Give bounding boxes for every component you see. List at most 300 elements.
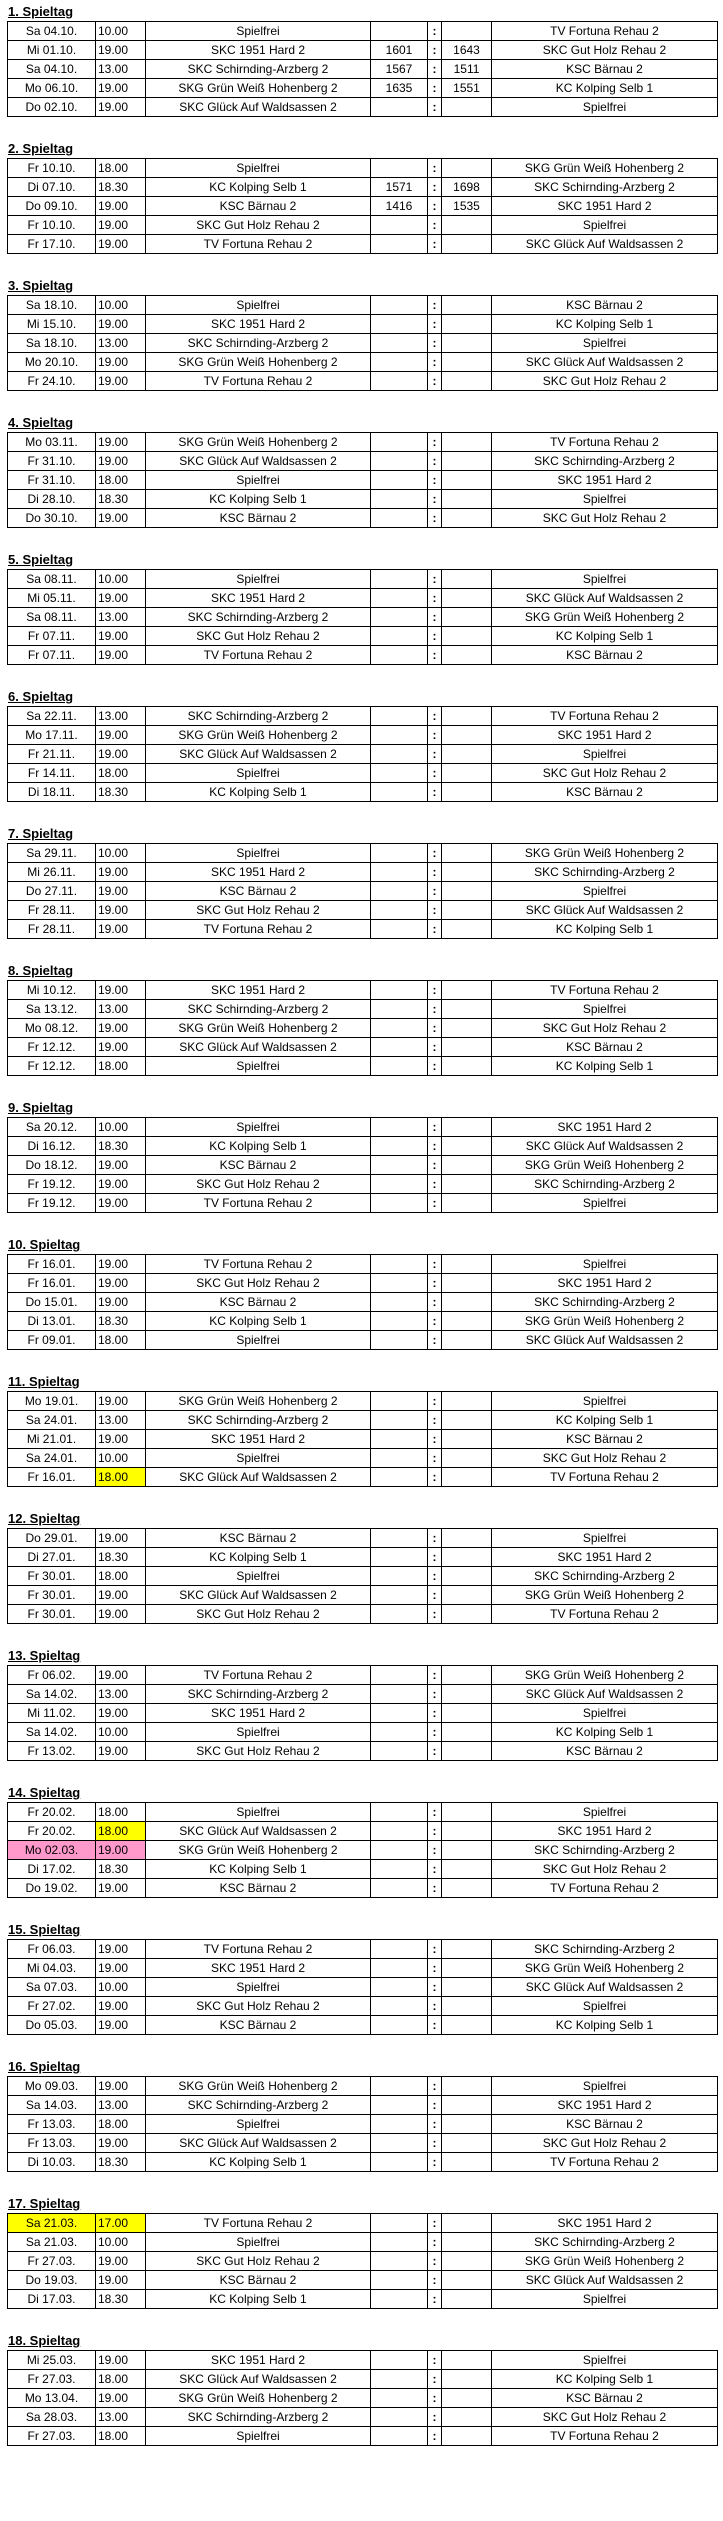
home-team: SKC Gut Holz Rehau 2 (146, 1742, 371, 1761)
game-time: 19.00 (96, 1841, 146, 1860)
score-separator: : (428, 2427, 442, 2446)
home-team: SKG Grün Weiß Hohenberg 2 (146, 2389, 371, 2408)
home-score (371, 452, 428, 471)
game-row (8, 2233, 718, 2252)
score-separator: : (428, 197, 442, 216)
game-date: Fr 10.10. (8, 216, 96, 235)
score-separator: : (428, 315, 442, 334)
home-team: Spielfrei (146, 1567, 371, 1586)
away-team: Spielfrei (492, 1704, 718, 1723)
game-row (8, 2096, 718, 2115)
home-score: 1635 (371, 79, 428, 98)
away-score (442, 1194, 492, 1213)
score-separator: : (428, 41, 442, 60)
round-table (7, 1528, 718, 1624)
home-team: KC Kolping Selb 1 (146, 783, 371, 802)
away-team: Spielfrei (492, 2351, 718, 2370)
game-date: Sa 08.11. (8, 570, 96, 589)
home-team: SKC Schirnding-Arzberg 2 (146, 334, 371, 353)
score-separator: : (428, 920, 442, 939)
away-team: KSC Bärnau 2 (492, 60, 718, 79)
score-separator: : (428, 353, 442, 372)
away-team: SKC Schirnding-Arzberg 2 (492, 863, 718, 882)
home-team: KC Kolping Selb 1 (146, 2153, 371, 2172)
home-team: Spielfrei (146, 2427, 371, 2446)
away-score (442, 216, 492, 235)
game-date: Fr 21.11. (8, 745, 96, 764)
home-score (371, 1137, 428, 1156)
away-score (442, 1704, 492, 1723)
game-date: Mi 21.01. (8, 1430, 96, 1449)
round-block (7, 1921, 717, 2035)
away-score (442, 353, 492, 372)
game-date: Mo 08.12. (8, 1019, 96, 1038)
away-score (442, 1430, 492, 1449)
home-score (371, 2153, 428, 2172)
home-team: SKC Glück Auf Waldsassen 2 (146, 98, 371, 117)
game-row (8, 216, 718, 235)
game-time: 19.00 (96, 353, 146, 372)
score-separator: : (428, 1997, 442, 2016)
score-separator: : (428, 2389, 442, 2408)
home-score (371, 981, 428, 1000)
home-team: SKC Glück Auf Waldsassen 2 (146, 1822, 371, 1841)
home-score (371, 1959, 428, 1978)
home-score (371, 159, 428, 178)
home-team: SKC Schirnding-Arzberg 2 (146, 608, 371, 627)
away-score (442, 1331, 492, 1350)
game-time: 19.00 (96, 1156, 146, 1175)
home-team: TV Fortuna Rehau 2 (146, 646, 371, 665)
game-time: 10.00 (96, 570, 146, 589)
round-block (7, 140, 717, 254)
away-team: SKC Gut Holz Rehau 2 (492, 509, 718, 528)
score-separator: : (428, 1430, 442, 1449)
away-score (442, 1529, 492, 1548)
game-time: 19.00 (96, 1666, 146, 1685)
home-team: TV Fortuna Rehau 2 (146, 1194, 371, 1213)
away-score: 1643 (442, 41, 492, 60)
game-row (8, 235, 718, 254)
away-score (442, 296, 492, 315)
away-score (442, 1274, 492, 1293)
away-score (442, 1742, 492, 1761)
away-score (442, 2351, 492, 2370)
away-team: TV Fortuna Rehau 2 (492, 981, 718, 1000)
game-row (8, 627, 718, 646)
round-title: 8. Spieltag (8, 963, 74, 978)
home-score (371, 235, 428, 254)
away-team: Spielfrei (492, 334, 718, 353)
home-team: SKC 1951 Hard 2 (146, 2351, 371, 2370)
score-separator: : (428, 1468, 442, 1487)
score-separator: : (428, 1038, 442, 1057)
away-score (442, 1605, 492, 1624)
home-team: KSC Bärnau 2 (146, 1156, 371, 1175)
score-separator: : (428, 372, 442, 391)
game-time: 19.00 (96, 981, 146, 1000)
home-score (371, 1586, 428, 1605)
home-team: SKG Grün Weiß Hohenberg 2 (146, 79, 371, 98)
game-row (8, 844, 718, 863)
home-score (371, 1057, 428, 1076)
score-separator: : (428, 1255, 442, 1274)
game-row (8, 1841, 718, 1860)
game-row (8, 159, 718, 178)
away-team: KC Kolping Selb 1 (492, 1723, 718, 1742)
game-time: 19.00 (96, 1959, 146, 1978)
home-score (371, 920, 428, 939)
game-time: 19.00 (96, 920, 146, 939)
away-team: SKC Glück Auf Waldsassen 2 (492, 235, 718, 254)
home-score (371, 315, 428, 334)
score-separator: : (428, 1137, 442, 1156)
score-separator: : (428, 235, 442, 254)
away-team: Spielfrei (492, 1000, 718, 1019)
game-time: 10.00 (96, 1449, 146, 1468)
score-separator: : (428, 1567, 442, 1586)
game-date: Do 30.10. (8, 509, 96, 528)
away-score (442, 1411, 492, 1430)
away-team: SKC Schirnding-Arzberg 2 (492, 1567, 718, 1586)
home-score (371, 2389, 428, 2408)
game-row (8, 570, 718, 589)
away-team: Spielfrei (492, 1392, 718, 1411)
game-time: 18.30 (96, 178, 146, 197)
game-date: Do 02.10. (8, 98, 96, 117)
round-block (7, 1236, 717, 1350)
game-time: 18.00 (96, 1822, 146, 1841)
away-team: SKC Gut Holz Rehau 2 (492, 372, 718, 391)
home-team: KSC Bärnau 2 (146, 1293, 371, 1312)
home-score (371, 2134, 428, 2153)
away-score (442, 707, 492, 726)
game-time: 18.30 (96, 1860, 146, 1879)
away-team: Spielfrei (492, 216, 718, 235)
game-row (8, 745, 718, 764)
round-table (7, 980, 718, 1076)
round-title: 18. Spieltag (8, 2333, 81, 2348)
away-team: KC Kolping Selb 1 (492, 79, 718, 98)
away-score (442, 1978, 492, 1997)
home-score (371, 844, 428, 863)
away-team: SKG Grün Weiß Hohenberg 2 (492, 2252, 718, 2271)
game-time: 19.00 (96, 1742, 146, 1761)
game-time: 19.00 (96, 433, 146, 452)
home-score (371, 2214, 428, 2233)
home-team: Spielfrei (146, 2115, 371, 2134)
away-team: KSC Bärnau 2 (492, 1742, 718, 1761)
round-table (7, 158, 718, 254)
game-time: 19.00 (96, 2134, 146, 2153)
home-score (371, 1274, 428, 1293)
game-time: 18.00 (96, 764, 146, 783)
round-block (7, 962, 717, 1076)
home-team: Spielfrei (146, 1723, 371, 1742)
game-row (8, 1704, 718, 1723)
away-score (442, 1567, 492, 1586)
game-time: 18.30 (96, 1548, 146, 1567)
away-team: Spielfrei (492, 1997, 718, 2016)
home-team: SKC Gut Holz Rehau 2 (146, 216, 371, 235)
score-separator: : (428, 1723, 442, 1742)
game-time: 19.00 (96, 745, 146, 764)
game-date: Mi 11.02. (8, 1704, 96, 1723)
game-row (8, 509, 718, 528)
round-block (7, 3, 717, 117)
score-separator: : (428, 1312, 442, 1331)
game-time: 19.00 (96, 197, 146, 216)
home-score (371, 1822, 428, 1841)
score-separator: : (428, 1742, 442, 1761)
game-row (8, 452, 718, 471)
game-row (8, 1057, 718, 1076)
away-score (442, 509, 492, 528)
game-row (8, 178, 718, 197)
game-time: 19.00 (96, 1392, 146, 1411)
game-row (8, 707, 718, 726)
home-score (371, 1685, 428, 1704)
game-date: Sa 21.03. (8, 2233, 96, 2252)
game-date: Mi 10.12. (8, 981, 96, 1000)
game-row (8, 1978, 718, 1997)
game-time: 10.00 (96, 22, 146, 41)
round-block (7, 688, 717, 802)
game-date: Fr 28.11. (8, 920, 96, 939)
home-team: KC Kolping Selb 1 (146, 490, 371, 509)
score-separator: : (428, 1803, 442, 1822)
game-row (8, 471, 718, 490)
score-separator: : (428, 1274, 442, 1293)
round-title: 16. Spieltag (8, 2059, 81, 2074)
game-row (8, 2214, 718, 2233)
game-time: 19.00 (96, 901, 146, 920)
game-time: 19.00 (96, 216, 146, 235)
game-time: 19.00 (96, 1019, 146, 1038)
away-team: SKC Schirnding-Arzberg 2 (492, 178, 718, 197)
home-score (371, 433, 428, 452)
away-score (442, 1038, 492, 1057)
game-row (8, 783, 718, 802)
score-separator: : (428, 1940, 442, 1959)
score-separator: : (428, 764, 442, 783)
score-separator: : (428, 2252, 442, 2271)
home-team: SKG Grün Weiß Hohenberg 2 (146, 1841, 371, 1860)
away-score (442, 2408, 492, 2427)
score-separator: : (428, 1019, 442, 1038)
game-row (8, 315, 718, 334)
game-date: Di 07.10. (8, 178, 96, 197)
home-team: TV Fortuna Rehau 2 (146, 1940, 371, 1959)
home-team: TV Fortuna Rehau 2 (146, 1255, 371, 1274)
score-separator: : (428, 216, 442, 235)
round-title: 17. Spieltag (8, 2196, 81, 2211)
game-time: 10.00 (96, 296, 146, 315)
away-score (442, 1997, 492, 2016)
away-score (442, 235, 492, 254)
away-score (442, 1860, 492, 1879)
away-team: KSC Bärnau 2 (492, 783, 718, 802)
game-row (8, 882, 718, 901)
game-date: Fr 07.11. (8, 646, 96, 665)
home-score (371, 1468, 428, 1487)
home-team: SKC Gut Holz Rehau 2 (146, 901, 371, 920)
home-score (371, 471, 428, 490)
home-score (371, 2016, 428, 2035)
game-time: 18.00 (96, 2427, 146, 2446)
home-team: SKC Schirnding-Arzberg 2 (146, 2096, 371, 2115)
game-row (8, 1312, 718, 1331)
game-date: Do 27.11. (8, 882, 96, 901)
home-score (371, 1000, 428, 1019)
home-team: SKC 1951 Hard 2 (146, 41, 371, 60)
home-team: KC Kolping Selb 1 (146, 1860, 371, 1879)
score-separator: : (428, 2115, 442, 2134)
home-team: SKC Gut Holz Rehau 2 (146, 1997, 371, 2016)
away-score (442, 1000, 492, 1019)
home-team: SKC Glück Auf Waldsassen 2 (146, 1468, 371, 1487)
away-score: 1511 (442, 60, 492, 79)
round-block (7, 2058, 717, 2172)
away-team: KSC Bärnau 2 (492, 1430, 718, 1449)
game-date: Fr 12.12. (8, 1038, 96, 1057)
game-date: Mi 15.10. (8, 315, 96, 334)
home-team: KSC Bärnau 2 (146, 509, 371, 528)
away-team: SKC Gut Holz Rehau 2 (492, 1860, 718, 1879)
game-date: Sa 14.03. (8, 2096, 96, 2115)
game-row (8, 608, 718, 627)
score-separator: : (428, 2290, 442, 2309)
game-row (8, 589, 718, 608)
round-table (7, 2350, 718, 2446)
game-row (8, 2271, 718, 2290)
score-separator: : (428, 646, 442, 665)
game-date: Sa 29.11. (8, 844, 96, 863)
game-row (8, 1137, 718, 1156)
away-team: SKC 1951 Hard 2 (492, 471, 718, 490)
game-row (8, 1860, 718, 1879)
score-separator: : (428, 98, 442, 117)
home-team: TV Fortuna Rehau 2 (146, 920, 371, 939)
game-row (8, 1411, 718, 1430)
score-separator: : (428, 1411, 442, 1430)
score-separator: : (428, 1586, 442, 1605)
away-team: SKG Grün Weiß Hohenberg 2 (492, 1666, 718, 1685)
round-title: 3. Spieltag (8, 278, 74, 293)
game-row (8, 1449, 718, 1468)
game-date: Mo 20.10. (8, 353, 96, 372)
game-date: Sa 24.01. (8, 1449, 96, 1468)
game-date: Mo 13.04. (8, 2389, 96, 2408)
game-row (8, 1685, 718, 1704)
home-score (371, 353, 428, 372)
home-team: Spielfrei (146, 22, 371, 41)
game-date: Fr 13.03. (8, 2115, 96, 2134)
game-row (8, 2115, 718, 2134)
game-date: Fr 20.02. (8, 1803, 96, 1822)
away-team: SKC Gut Holz Rehau 2 (492, 1449, 718, 1468)
game-time: 13.00 (96, 608, 146, 627)
game-time: 19.00 (96, 1194, 146, 1213)
away-score (442, 726, 492, 745)
home-score (371, 589, 428, 608)
away-team: SKC Gut Holz Rehau 2 (492, 2134, 718, 2153)
score-separator: : (428, 1978, 442, 1997)
score-separator: : (428, 863, 442, 882)
game-date: Sa 13.12. (8, 1000, 96, 1019)
game-date: Do 09.10. (8, 197, 96, 216)
game-time: 19.00 (96, 1879, 146, 1898)
game-date: Fr 30.01. (8, 1567, 96, 1586)
round-title: 11. Spieltag (8, 1374, 80, 1389)
game-row (8, 2370, 718, 2389)
away-team: Spielfrei (492, 98, 718, 117)
away-team: SKC Glück Auf Waldsassen 2 (492, 353, 718, 372)
game-row (8, 726, 718, 745)
away-score: 1698 (442, 178, 492, 197)
away-score (442, 1468, 492, 1487)
away-score (442, 844, 492, 863)
game-row (8, 1529, 718, 1548)
score-separator: : (428, 60, 442, 79)
away-team: Spielfrei (492, 1194, 718, 1213)
game-time: 19.00 (96, 863, 146, 882)
home-score (371, 2252, 428, 2271)
home-team: KSC Bärnau 2 (146, 1529, 371, 1548)
home-team: SKC Glück Auf Waldsassen 2 (146, 2370, 371, 2389)
game-row (8, 1430, 718, 1449)
away-team: SKC Schirnding-Arzberg 2 (492, 1841, 718, 1860)
game-time: 19.00 (96, 1430, 146, 1449)
round-table (7, 432, 718, 528)
game-date: Fr 07.11. (8, 627, 96, 646)
game-date: Do 18.12. (8, 1156, 96, 1175)
score-separator: : (428, 2214, 442, 2233)
away-team: Spielfrei (492, 2077, 718, 2096)
game-row (8, 1940, 718, 1959)
score-separator: : (428, 1057, 442, 1076)
game-row (8, 863, 718, 882)
home-score (371, 570, 428, 589)
round-table (7, 706, 718, 802)
score-separator: : (428, 2134, 442, 2153)
game-date: Fr 17.10. (8, 235, 96, 254)
home-score (371, 1803, 428, 1822)
game-row (8, 2016, 718, 2035)
game-date: Di 10.03. (8, 2153, 96, 2172)
home-score (371, 783, 428, 802)
game-row (8, 1468, 718, 1487)
home-score (371, 2427, 428, 2446)
score-separator: : (428, 490, 442, 509)
home-team: SKC Gut Holz Rehau 2 (146, 1175, 371, 1194)
home-score (371, 1019, 428, 1038)
game-time: 19.00 (96, 1274, 146, 1293)
away-team: SKC Glück Auf Waldsassen 2 (492, 589, 718, 608)
game-row (8, 79, 718, 98)
home-team: TV Fortuna Rehau 2 (146, 2214, 371, 2233)
away-score (442, 1822, 492, 1841)
game-time: 13.00 (96, 1000, 146, 1019)
game-date: Fr 06.03. (8, 1940, 96, 1959)
away-score (442, 2389, 492, 2408)
home-score (371, 2408, 428, 2427)
game-time: 18.00 (96, 1468, 146, 1487)
game-time: 19.00 (96, 882, 146, 901)
home-team: SKG Grün Weiß Hohenberg 2 (146, 433, 371, 452)
away-team: SKC Schirnding-Arzberg 2 (492, 2233, 718, 2252)
away-team: SKC 1951 Hard 2 (492, 1822, 718, 1841)
